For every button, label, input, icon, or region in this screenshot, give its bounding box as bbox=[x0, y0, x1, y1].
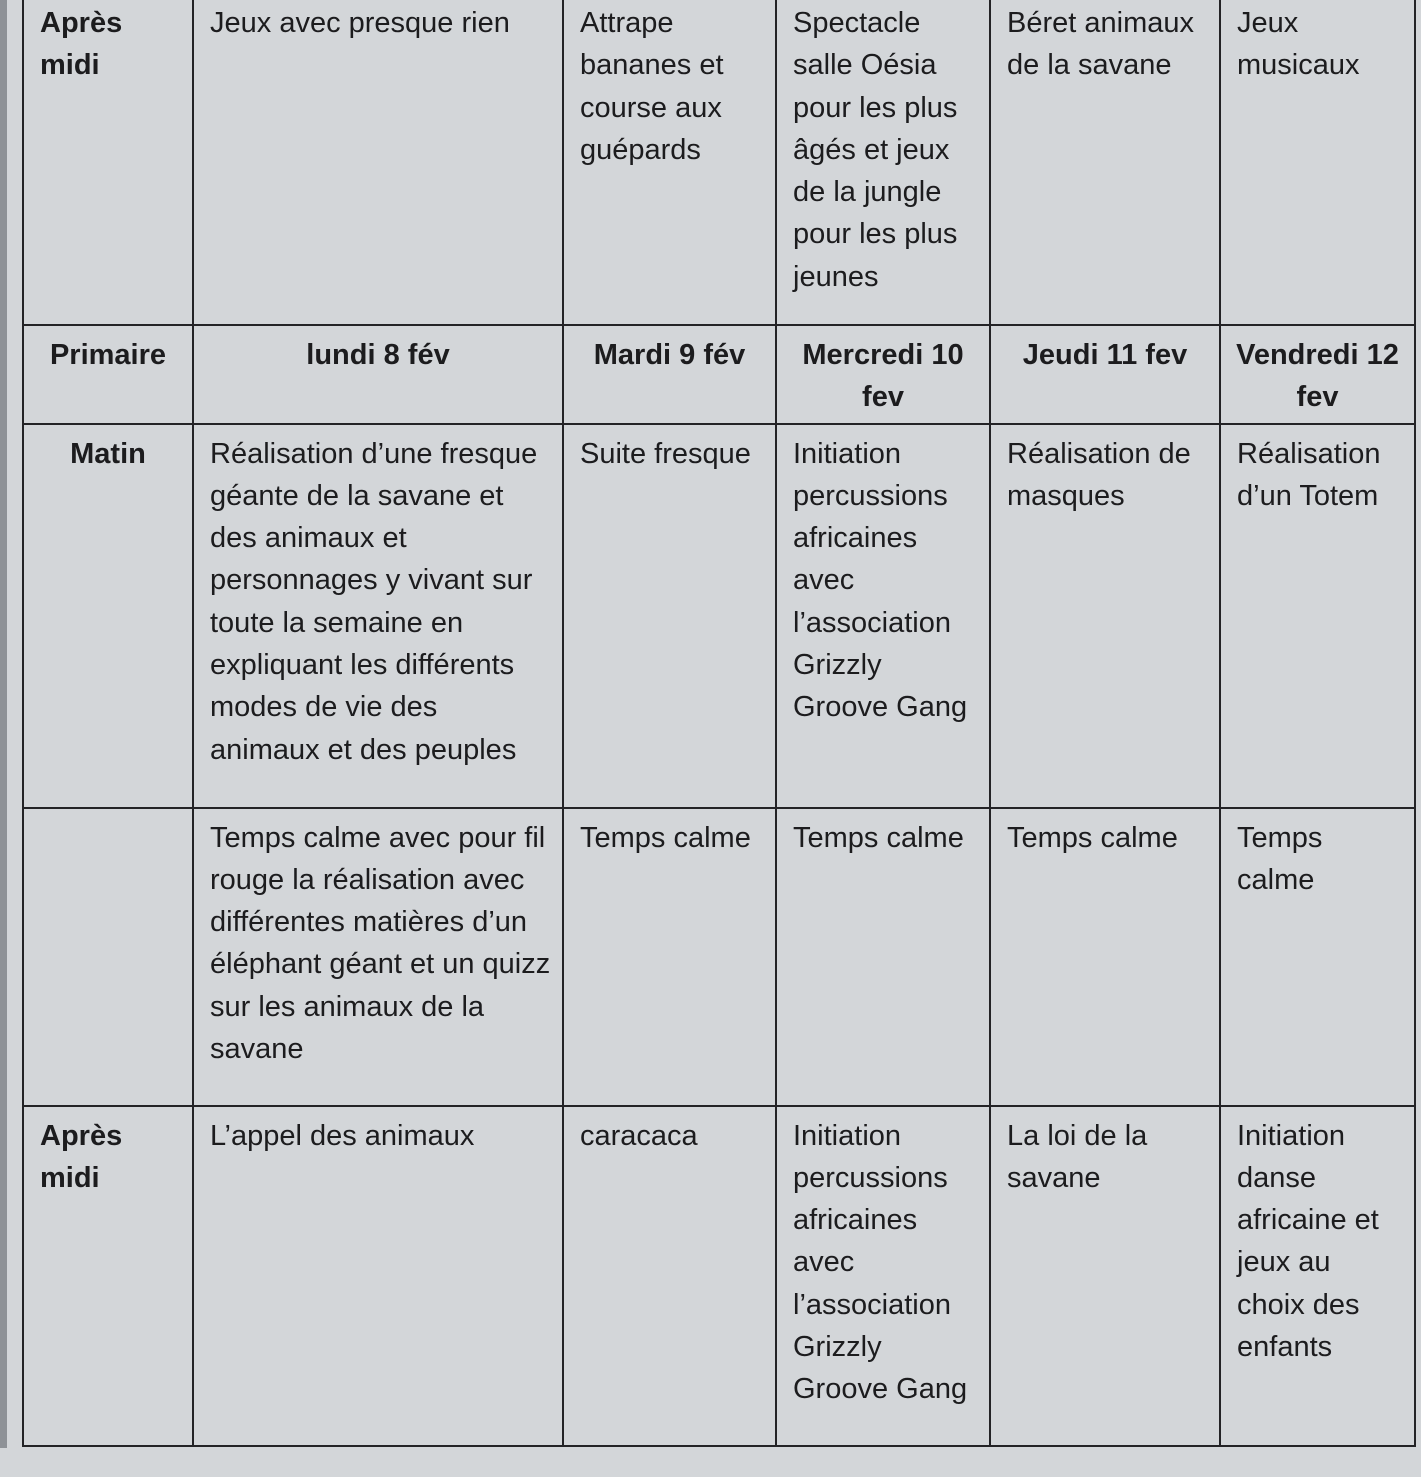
cell-lundi: Temps calme avec pour fil rouge la réalisation avec différentes matières d’un éléphant géant et un quizz sur les animaux de la savane bbox=[193, 808, 563, 1106]
page-left-edge bbox=[0, 0, 7, 1448]
cell-vendredi: Jeux musicaux bbox=[1220, 0, 1415, 325]
cell-jeudi: Temps calme bbox=[990, 808, 1220, 1106]
cell-lundi: Jeux avec presque rien bbox=[193, 0, 563, 325]
header-mercredi: Mercredi 10 fev bbox=[776, 325, 990, 424]
row-label-empty bbox=[23, 808, 193, 1106]
primaire-header-row bbox=[23, 325, 1415, 424]
cell-lundi: Réalisation d’une fresque géante de la savane et des animaux et personnages y vivant sur toute la semaine en expliquant les différents modes de vie des animaux et des peuples bbox=[193, 424, 563, 808]
cell-jeudi: La loi de la savane bbox=[990, 1106, 1220, 1446]
header-primaire: Primaire bbox=[23, 325, 193, 424]
row-label-matin: Matin bbox=[23, 424, 193, 808]
primaire-temps-calme-row bbox=[23, 808, 1415, 1106]
cell-mercredi: Initiation percussions africaines avec l’association Grizzly Groove Gang bbox=[776, 424, 990, 808]
cell-jeudi: Béret animaux de la savane bbox=[990, 0, 1220, 325]
cell-mercredi: Temps calme bbox=[776, 808, 990, 1106]
row-label-apres-midi: Après midi bbox=[23, 0, 193, 325]
header-vendredi: Vendredi 12 fev bbox=[1220, 325, 1415, 424]
cell-lundi: L’appel des animaux bbox=[193, 1106, 563, 1446]
primaire-apres-midi-row bbox=[23, 1106, 1415, 1446]
row-label-apres-midi: Après midi bbox=[23, 1106, 193, 1446]
header-mardi: Mardi 9 fév bbox=[563, 325, 776, 424]
cell-jeudi: Réalisation de masques bbox=[990, 424, 1220, 808]
header-jeudi: Jeudi 11 fev bbox=[990, 325, 1220, 424]
cell-vendredi: Initiation danse africaine et jeux au choix des enfants bbox=[1220, 1106, 1415, 1446]
primaire-matin-row bbox=[23, 424, 1415, 808]
cell-mercredi: Initiation percussions africaines avec l’association Grizzly Groove Gang bbox=[776, 1106, 990, 1446]
cell-mardi: Attrape bananes et course aux guépards bbox=[563, 0, 776, 325]
cell-mardi: Suite fresque bbox=[563, 424, 776, 808]
activity-schedule-table bbox=[22, 0, 1416, 1447]
cell-mardi: caracaca bbox=[563, 1106, 776, 1446]
cell-vendredi: Réalisation d’un Totem bbox=[1220, 424, 1415, 808]
header-lundi: lundi 8 fév bbox=[193, 325, 563, 424]
cell-vendredi: Temps calme bbox=[1220, 808, 1415, 1106]
maternelle-apres-midi-row bbox=[23, 0, 1415, 325]
cell-mardi: Temps calme bbox=[563, 808, 776, 1106]
cell-mercredi: Spectacle salle Oésia pour les plus âgés et jeux de la jungle pour les plus jeunes bbox=[776, 0, 990, 325]
